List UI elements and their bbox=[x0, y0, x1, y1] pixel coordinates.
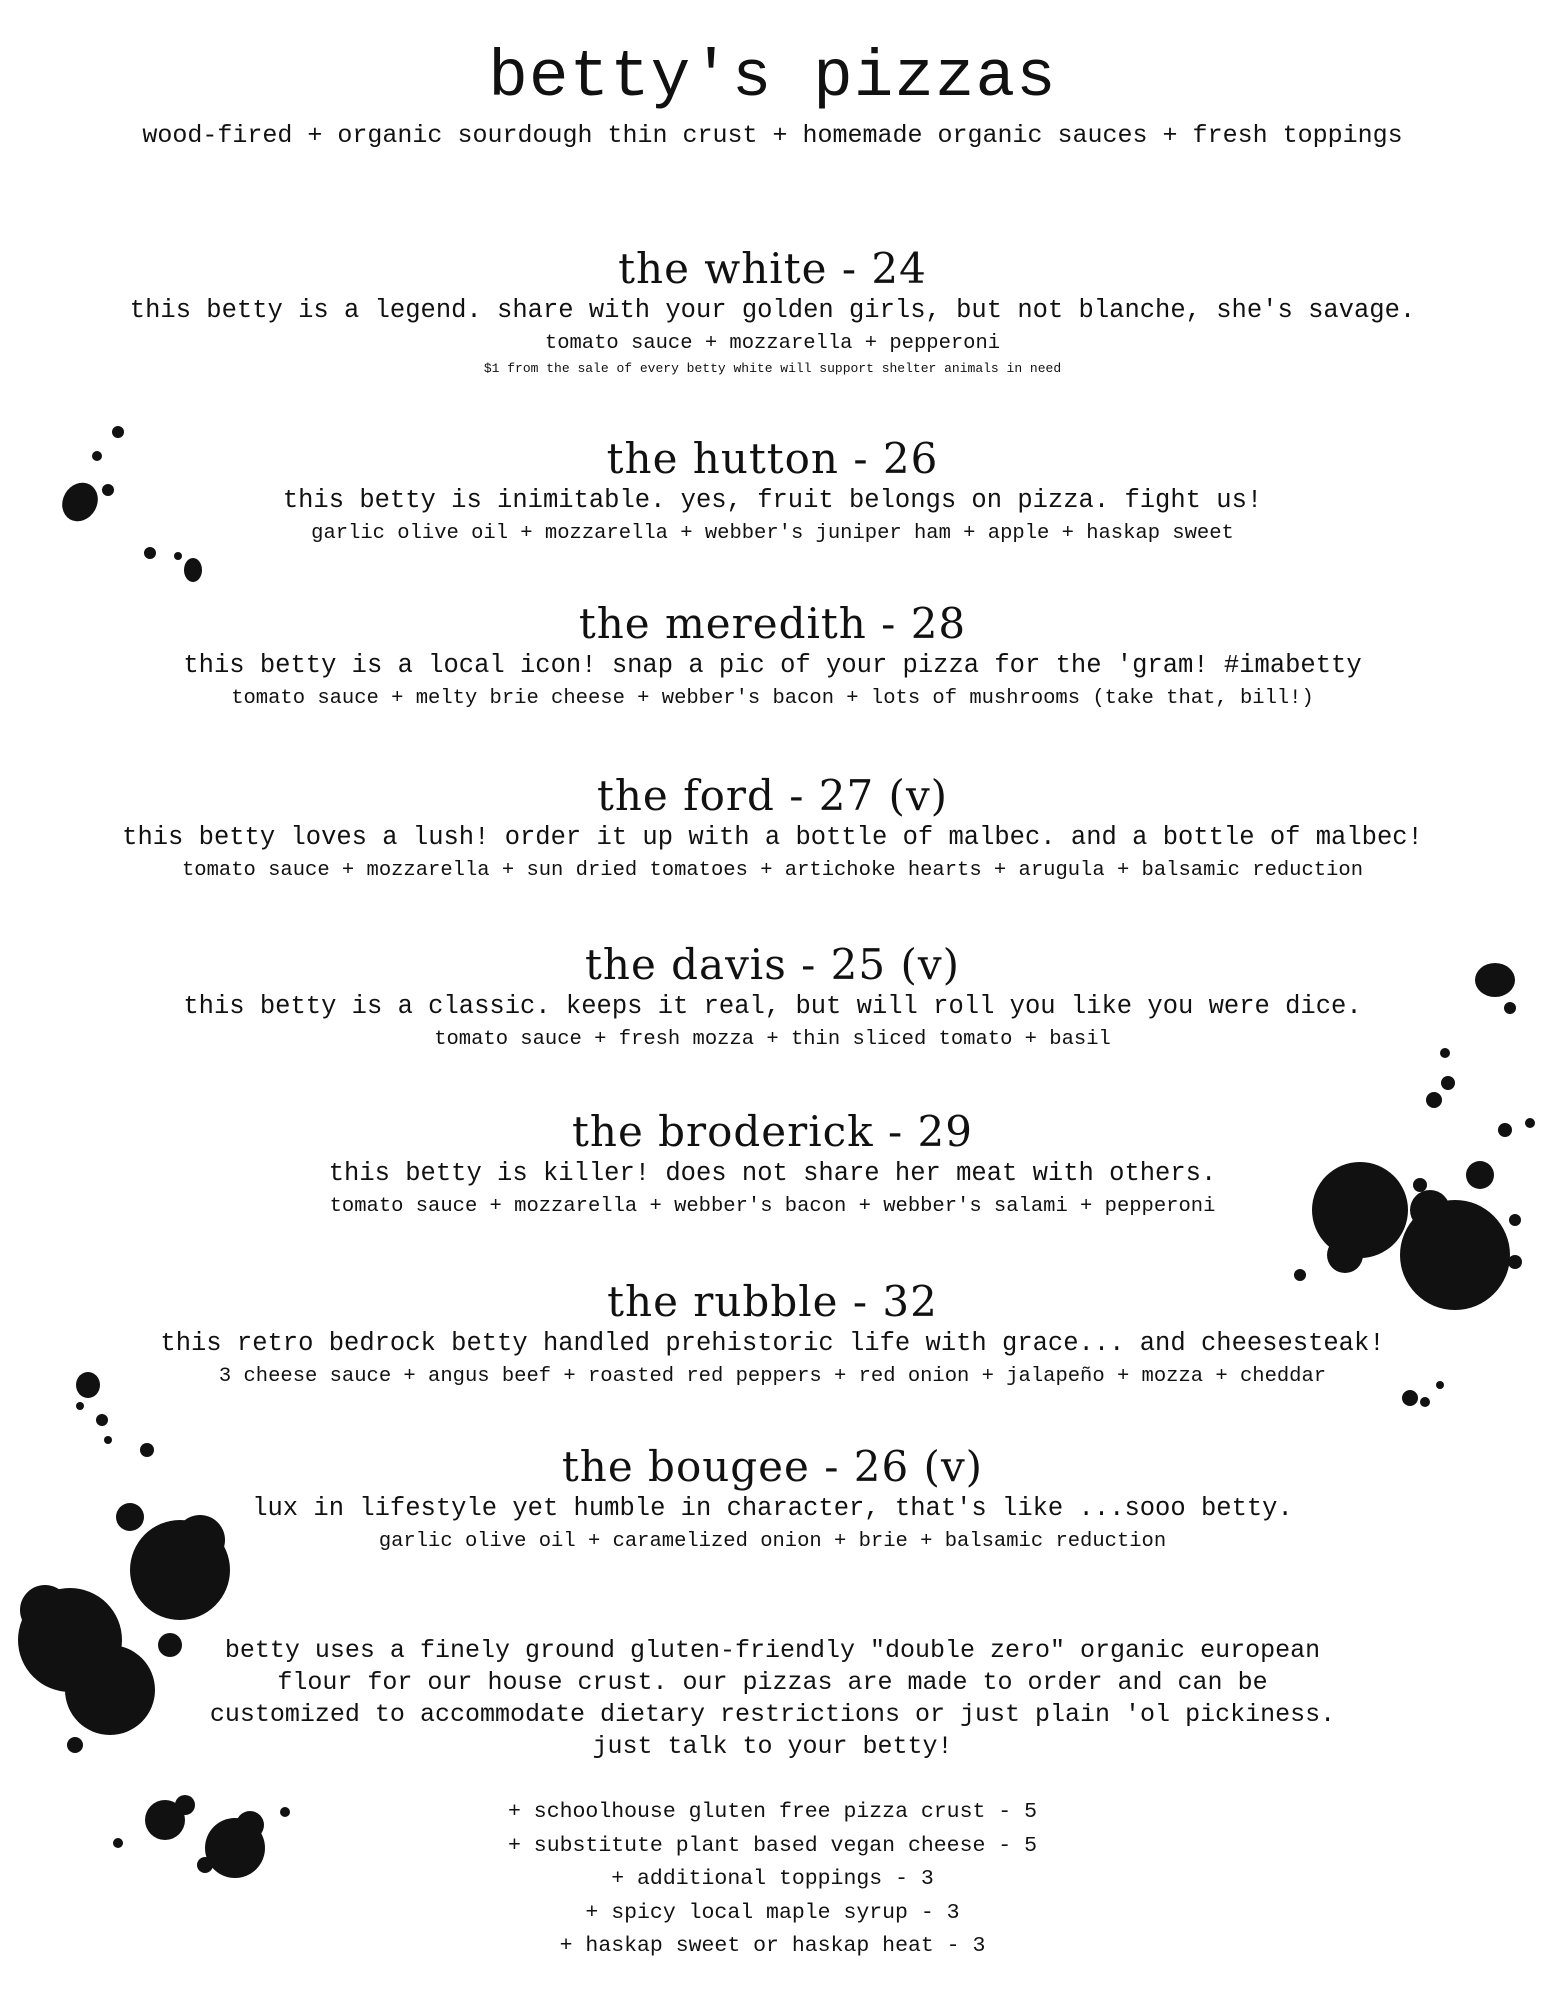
pizza-item-meredith bbox=[0, 599, 1545, 715]
pizza-ingredients: tomato sauce + mozzarella + sun dried tomatoes + artichoke hearts + arugula + balsamic reduction bbox=[182, 859, 1363, 882]
addon-item: + schoolhouse gluten free pizza crust - 5 bbox=[508, 1800, 1037, 1824]
crust-info-paragraph bbox=[0, 1635, 1545, 1763]
pizza-ingredients: tomato sauce + mozzarella + pepperoni bbox=[544, 332, 1001, 355]
pizza-name: the davis - 25 (v) bbox=[585, 940, 960, 989]
pizza-description: this betty is killer! does not share her meat with others. bbox=[328, 1159, 1217, 1188]
pizza-item-ford bbox=[0, 771, 1545, 887]
pizza-description: this betty is a legend. share with your golden girls, but not blanche, she's savage. bbox=[129, 296, 1416, 325]
addon-item: + additional toppings - 3 bbox=[611, 1867, 934, 1891]
pizza-note: $1 from the sale of every betty white will support shelter animals in need bbox=[483, 361, 1062, 376]
pizza-item-broderick bbox=[0, 1107, 1545, 1223]
addon-item: + substitute plant based vegan cheese - 5 bbox=[508, 1833, 1037, 1858]
addon-item: + haskap sweet or haskap heat - 3 bbox=[559, 1934, 986, 1958]
menu-title: betty's pizzas bbox=[488, 40, 1057, 115]
pizza-description: this betty loves a lush! order it up with a bottle of malbec. and a bottle of malbec! bbox=[122, 823, 1423, 852]
pizza-name: the hutton - 26 bbox=[606, 434, 939, 483]
pizza-ingredients: garlic olive oil + caramelized onion + brie + balsamic reduction bbox=[378, 1530, 1167, 1553]
pizza-description: this betty is inimitable. yes, fruit belongs on pizza. fight us! bbox=[282, 486, 1263, 515]
addons-list bbox=[0, 1796, 1545, 1964]
crust-info-line: betty uses a finely ground gluten-friendly "double zero" organic european bbox=[224, 1636, 1321, 1665]
pizza-ingredients: garlic olive oil + mozzarella + webber's juniper ham + apple + haskap sweet bbox=[311, 522, 1234, 545]
pizza-name: the ford - 27 (v) bbox=[596, 771, 949, 820]
pizza-ingredients: 3 cheese sauce + angus beef + roasted red peppers + red onion + jalapeño + mozza + cheddar bbox=[218, 1365, 1327, 1388]
crust-info-line: just talk to your betty! bbox=[592, 1732, 953, 1761]
pizza-ingredients: tomato sauce + mozzarella + webber's bacon + webber's salami + pepperoni bbox=[329, 1195, 1216, 1218]
pizza-name: the meredith - 28 bbox=[578, 599, 967, 648]
pizza-item-davis bbox=[0, 940, 1545, 1056]
pizza-description: lux in lifestyle yet humble in character, that's like ...sooo betty. bbox=[252, 1494, 1293, 1523]
pizza-description: this betty is a classic. keeps it real, but will roll you like you were dice. bbox=[183, 992, 1362, 1021]
pizza-item-bougee bbox=[0, 1442, 1545, 1558]
pizza-name: the rubble - 32 bbox=[607, 1277, 938, 1326]
pizza-ingredients: tomato sauce + fresh mozza + thin sliced tomato + basil bbox=[434, 1028, 1111, 1051]
pizza-name: the bougee - 26 (v) bbox=[561, 1442, 984, 1491]
pizza-item-rubble bbox=[0, 1277, 1545, 1393]
pizza-ingredients: tomato sauce + melty brie cheese + webber's bacon + lots of mushrooms (take that, bill!) bbox=[231, 687, 1314, 710]
pizza-description: this betty is a local icon! snap a pic of your pizza for the 'gram! #imabetty bbox=[183, 651, 1362, 680]
crust-info-line: flour for our house crust. our pizzas are made to order and can be bbox=[277, 1668, 1268, 1697]
pizza-item-white bbox=[0, 244, 1545, 378]
crust-info-line: customized to accommodate dietary restrictions or just plain 'ol pickiness. bbox=[209, 1700, 1336, 1729]
pizza-item-hutton bbox=[0, 434, 1545, 550]
addon-item: + spicy local maple syrup - 3 bbox=[585, 1900, 960, 1925]
pizza-name: the white - 24 bbox=[618, 244, 927, 293]
pizza-description: this retro bedrock betty handled prehistoric life with grace... and cheesesteak! bbox=[160, 1329, 1385, 1358]
menu-tagline: wood-fired + organic sourdough thin crust + homemade organic sauces + fresh toppings bbox=[142, 121, 1403, 150]
pizza-name: the broderick - 29 bbox=[572, 1107, 973, 1156]
